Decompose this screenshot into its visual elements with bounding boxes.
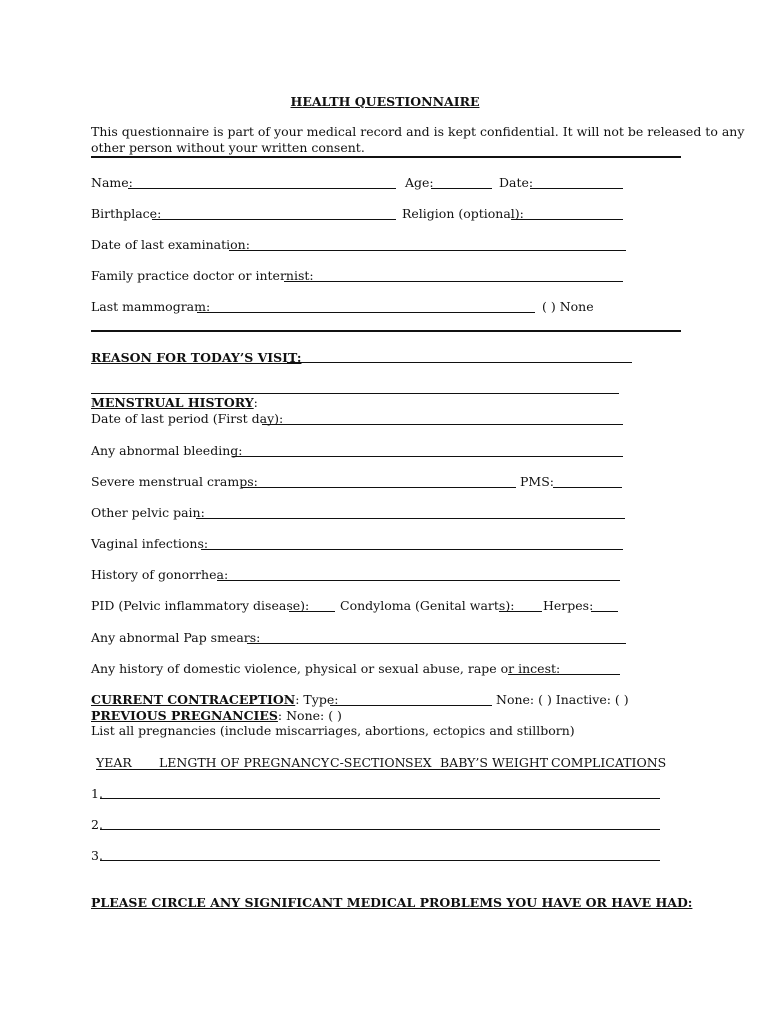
column-header-underline xyxy=(96,769,660,770)
section-divider xyxy=(91,156,681,158)
pregnancies-instruction: List all pregnancies (include miscarriages, abortions, ectopics and stillborn) xyxy=(91,723,575,738)
pelvic-pain-label: Other pelvic pain: xyxy=(91,505,205,520)
mammogram-none-checkbox[interactable]: ( ) None xyxy=(542,299,594,314)
reason-input-line[interactable] xyxy=(287,362,632,363)
last-period-input-line[interactable] xyxy=(262,424,623,425)
pregnancy-row-number: 1. xyxy=(91,786,103,801)
pap-smear-label: Any abnormal Pap smears: xyxy=(91,630,261,645)
pid-input-line[interactable] xyxy=(289,611,335,612)
pregnancies-heading: PREVIOUS PREGNANCIES xyxy=(91,708,278,723)
herpes-input-line[interactable] xyxy=(591,611,618,612)
last-exam-input-line[interactable] xyxy=(229,250,626,251)
contraception-type-label: : Type: xyxy=(295,692,339,707)
contraception-heading: CURRENT CONTRACEPTION xyxy=(91,692,296,707)
abnormal-bleeding-input-line[interactable] xyxy=(232,456,623,457)
page-title: HEALTH QUESTIONNAIRE xyxy=(290,94,480,109)
pms-input-line[interactable] xyxy=(553,487,622,488)
vaginal-infections-input-line[interactable] xyxy=(201,549,623,550)
contraception-row xyxy=(91,692,338,708)
contraception-type-input-line[interactable] xyxy=(330,705,492,706)
pregnancy-row-line[interactable] xyxy=(100,829,660,830)
violence-label: Any history of domestic violence, physical or sexual abuse, rape or incest: xyxy=(91,661,561,676)
pregnancy-row-number: 3. xyxy=(91,848,103,863)
cramps-input-line[interactable] xyxy=(241,487,516,488)
birthplace-label: Birthplace: xyxy=(91,206,162,221)
cramps-label: Severe menstrual cramps: xyxy=(91,474,258,489)
pid-label: PID (Pelvic inflammatory disease): xyxy=(91,598,310,613)
family-doctor-label: Family practice doctor or internist: xyxy=(91,268,314,283)
pregnancy-row-line[interactable] xyxy=(100,798,660,799)
menstrual-heading-text: MENSTRUAL HISTORY xyxy=(91,395,254,410)
age-label: Age: xyxy=(405,175,434,190)
condyloma-label: Condyloma (Genital warts): xyxy=(340,598,515,613)
age-input-line[interactable] xyxy=(431,188,492,189)
column-header-complications: COMPLICATIONS xyxy=(551,755,667,770)
condyloma-input-line[interactable] xyxy=(499,611,542,612)
pregnancy-row-line[interactable] xyxy=(100,860,660,861)
herpes-label: Herpes: xyxy=(543,598,594,613)
pms-label: PMS: xyxy=(520,474,554,489)
last-mammogram-input-line[interactable] xyxy=(197,312,535,313)
last-exam-label: Date of last examination: xyxy=(91,237,250,252)
column-header-length: LENGTH OF PREGNANCY xyxy=(159,755,330,770)
medical-problems-heading: PLEASE CIRCLE ANY SIGNIFICANT MEDICAL PROBLEMS YOU HAVE OR HAVE HAD: xyxy=(91,895,693,910)
gonorrhea-input-line[interactable] xyxy=(217,580,620,581)
religion-label: Religion (optional): xyxy=(402,206,524,221)
menstrual-heading xyxy=(91,395,258,411)
vaginal-infections-label: Vaginal infections: xyxy=(91,536,209,551)
date-input-line[interactable] xyxy=(530,188,623,189)
intro-line-1: This questionnaire is part of your medical record and is kept confidential. It will not be released to any xyxy=(91,124,745,139)
name-input-line[interactable] xyxy=(128,188,396,189)
column-header-csection: C-SECTION xyxy=(330,755,406,770)
column-header-weight: BABY’S WEIGHT xyxy=(440,755,549,770)
pregnancies-row xyxy=(91,708,342,724)
pregnancy-row-number: 2. xyxy=(91,817,103,832)
pregnancies-none-option[interactable]: : None: ( ) xyxy=(277,708,342,723)
gonorrhea-label: History of gonorrhea: xyxy=(91,567,229,582)
birthplace-input-line[interactable] xyxy=(152,219,396,220)
menstrual-heading-colon: : xyxy=(253,395,258,410)
reason-input-line-2[interactable] xyxy=(91,393,619,394)
pap-smear-input-line[interactable] xyxy=(247,643,626,644)
name-label: Name: xyxy=(91,175,133,190)
column-header-year: YEAR xyxy=(96,755,132,770)
pelvic-pain-input-line[interactable] xyxy=(196,518,625,519)
column-header-sex: SEX xyxy=(405,755,432,770)
reason-label: REASON FOR TODAY’S VISIT: xyxy=(91,350,302,365)
intro-line-2: other person without your written consent. xyxy=(91,140,365,155)
abnormal-bleeding-label: Any abnormal bleeding: xyxy=(91,443,243,458)
family-doctor-input-line[interactable] xyxy=(284,281,623,282)
last-mammogram-label: Last mammogram: xyxy=(91,299,211,314)
last-period-label: Date of last period (First day): xyxy=(91,411,284,426)
section-divider xyxy=(91,330,681,332)
contraception-none-inactive-options[interactable]: None: ( ) Inactive: ( ) xyxy=(496,692,629,707)
religion-input-line[interactable] xyxy=(511,219,623,220)
date-label: Date: xyxy=(499,175,534,190)
violence-input-line[interactable] xyxy=(508,674,620,675)
